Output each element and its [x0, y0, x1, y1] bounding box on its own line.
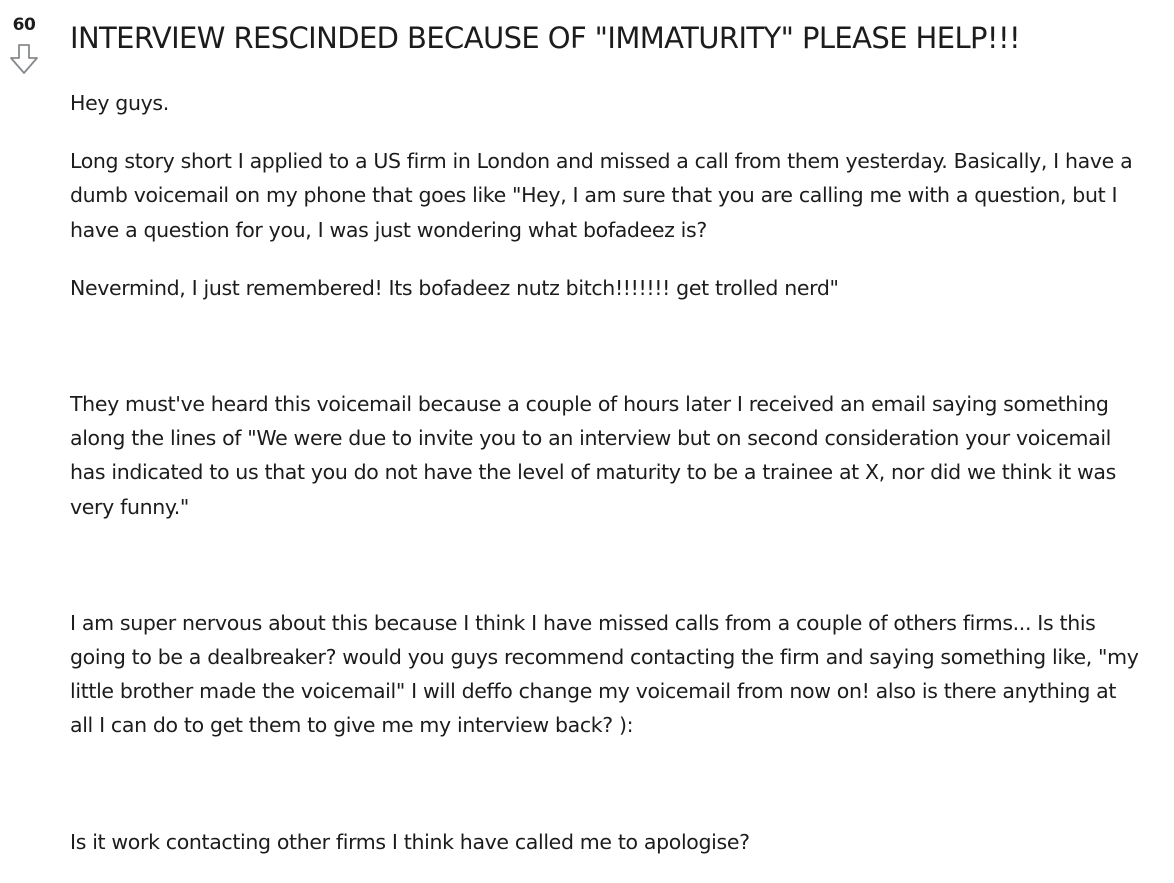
post-paragraph: They must've heard this voicemail because a couple of hours later I received an email saying something along the lines of "We were due to invite you to an interview but on second consideration your voicemail has indicated to us that you do not have the level of maturity to be a trainee at X, nor did we think it was very funny." [70, 392, 1116, 519]
downvote-arrow-icon[interactable] [8, 42, 40, 76]
post-title[interactable]: INTERVIEW RESCINDED BECAUSE OF "IMMATURITY" PLEASE HELP!!! [70, 21, 1020, 55]
vote-column [0, 14, 48, 76]
post-paragraph: Nevermind, I just remembered! Its bofadeez nutz bitch!!!!!!! get trolled nerd" [70, 275, 839, 300]
post-paragraph: Hey guys. [70, 91, 169, 115]
post-paragraph: I am super nervous about this because I think I have missed calls from a couple of others firms... Is this going to be a dealbreaker? would you guys recommend contacting the firm and saying something like, "my little brother made the voicemail" I will deffo change my voicemail from now on! also is there anything at all I can do to get them to give me my interview back? ): [70, 610, 1139, 738]
post-paragraph: Long story short I applied to a US firm in London and missed a call from them yesterday. Basically, I have a dumb voicemail on my phone that goes like "Hey, I am sure that you are calling me with a question, but I have a question for you, I was just wondering what bofadeez is? [70, 149, 1133, 242]
post-paragraph: Is it work contacting other firms I think have called me to apologise? [70, 829, 750, 854]
vote-score: 60 [12, 15, 36, 35]
post-body [70, 86, 1144, 883]
